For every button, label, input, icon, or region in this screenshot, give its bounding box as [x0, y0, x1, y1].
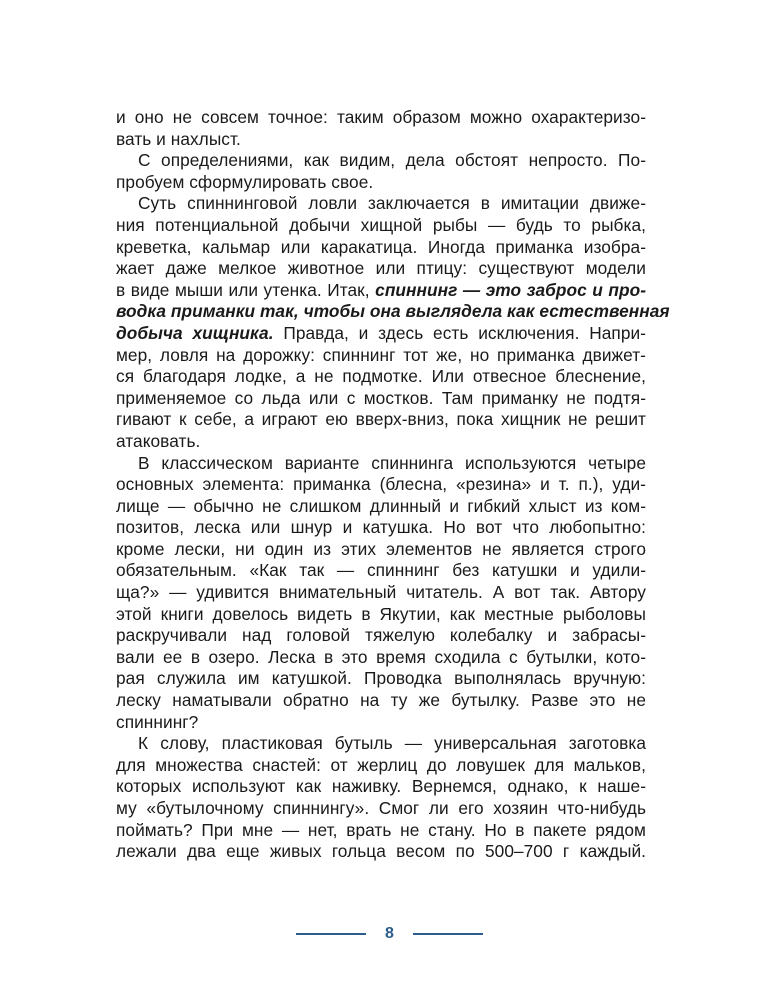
emphasized-definition: добыча хищника.	[116, 322, 274, 343]
text-line: ния потенциальной добычи хищной рыбы — будь то рыбка,	[116, 214, 646, 235]
text-line-mixed	[116, 323, 646, 345]
text-line: мер, ловля на дорожку: спиннинг тот же, но приманка движет-	[116, 344, 646, 365]
footer-rule-left	[296, 933, 366, 935]
text-line: леску наматывали обратно на ту же бутылку. Разве это не	[116, 690, 646, 711]
text-line: му «бутылочному спиннингу». Смог ли его хозяин что-нибудь	[116, 798, 646, 818]
emphasized-definition: спиннинг — это заброс и про-	[375, 279, 646, 300]
page-number: 8	[385, 925, 394, 942]
text-line: К слову, пластиковая бутыль — универсальная заготовка	[138, 733, 646, 754]
text-line: лище — обычно не слишком длинный и гибкий хлыст из ком-	[116, 495, 646, 516]
text-segment: Правда, и здесь есть исключения. Напри-	[283, 322, 646, 343]
text-line: основных элемента: приманка (блесна, «резина» и т. п.), уди-	[116, 474, 646, 495]
text-line: вать и нахлыст.	[116, 128, 241, 149]
text-segment: в виде мыши или утенка. Итак,	[116, 279, 370, 300]
text-line: кроме лески, ни один из этих элементов не является строго	[116, 538, 646, 559]
text-line: позитов, леска или шнур и катушка. Но вот что любопытно:	[116, 517, 646, 538]
text-line: раскручивали над головой тяжелую колебалку и забрасы-	[116, 625, 646, 646]
text-line: Суть спиннинговой ловли заключается в имитации движе-	[138, 193, 646, 214]
text-line: для множества снастей: от жерлиц до ловушек для мальков,	[116, 754, 646, 775]
text-line: применяемое со льда или с мостков. Там приманку не подтя-	[116, 387, 646, 408]
text-line: гивают к себе, а играют ею вверх-вниз, пока хищник не решит	[116, 409, 646, 430]
text-line: рая служила им катушкой. Проводка выполнялась вручную:	[116, 668, 646, 689]
page-footer	[0, 922, 759, 946]
footer-rule-right	[413, 933, 483, 935]
text-line: которых используют как наживку. Вернемся, однако, к наше-	[116, 776, 646, 797]
text-line: В классическом варианте спиннинга используются четыре	[138, 452, 646, 473]
text-line: атаковать.	[116, 430, 201, 451]
text-line: обязательным. «Как так — спиннинг без катушки и удили-	[116, 560, 646, 581]
text-line: ся благодаря лодке, а не подмотке. Или отвесное блеснение,	[116, 366, 646, 387]
emphasized-definition: водка приманки так, чтобы она выглядела как естественная	[116, 301, 670, 322]
text-line: ща?» — удивится внимательный читатель. А вот так. Автору	[116, 582, 646, 603]
text-line: креветка, кальмар или каракатица. Иногда приманка изобра-	[116, 236, 646, 257]
text-line: поймать? При мне — нет, врать не стану. Но в пакете рядом	[116, 819, 646, 840]
text-line-mixed	[116, 280, 646, 302]
text-line: и оно не совсем точное: таким образом можно охарактеризо-	[116, 107, 646, 127]
text-line: С определениями, как видим, дела обстоят непросто. По-	[138, 150, 646, 171]
text-line: этой книги довелось видеть в Якутии, как местные рыболовы	[116, 603, 646, 624]
text-line: вали ее в озеро. Леска в это время сходила с бутылки, кото-	[116, 646, 646, 667]
text-line: пробуем сформулировать свое.	[116, 171, 374, 192]
text-line: жает даже мелкое животное или птицу: существуют модели	[116, 258, 646, 279]
body-text	[116, 107, 670, 863]
text-line: лежали два еще живых гольца весом по 500–700 г каждый.	[116, 841, 646, 862]
text-line: спиннинг?	[116, 711, 199, 732]
